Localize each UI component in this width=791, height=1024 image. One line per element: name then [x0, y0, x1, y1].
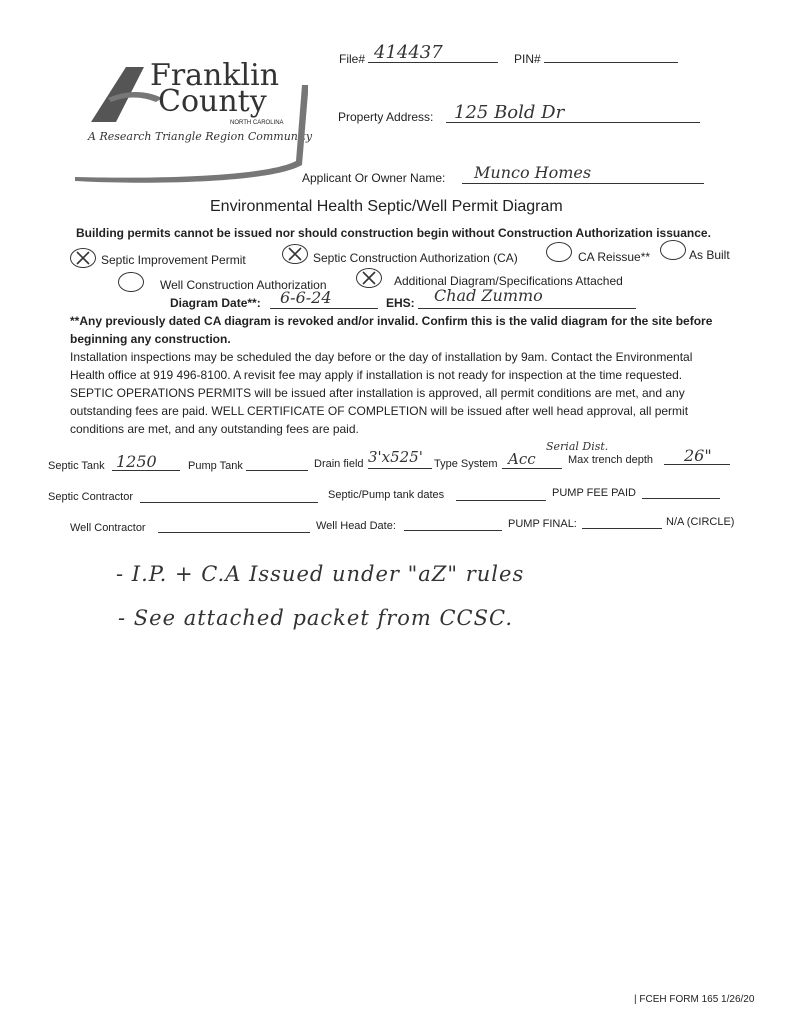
tank-dates-label: Septic/Pump tank dates [328, 489, 445, 501]
additional-diagram-checkbox[interactable] [356, 268, 382, 288]
septic-construction-checkbox[interactable] [282, 244, 308, 264]
pump-final-field[interactable] [582, 514, 662, 529]
x-mark-icon [288, 247, 302, 261]
septic-tank-value: 1250 [116, 452, 157, 471]
well-construction-checkbox[interactable] [118, 272, 144, 292]
property-address-field[interactable] [446, 102, 700, 123]
septic-improvement-checkbox[interactable] [70, 248, 96, 268]
septic-contractor-field[interactable] [140, 488, 318, 503]
ehs-label: EHS: [386, 296, 415, 310]
notice-line-3: SEPTIC OPERATIONS PERMITS will be issued after installation is approved, all permit conditions are met, and any [70, 386, 685, 400]
ca-reissue-label: CA Reissue** [578, 250, 651, 264]
x-mark-icon [76, 251, 90, 265]
type-system-label: Type System [434, 458, 498, 470]
serial-dist-note: Serial Dist. [546, 440, 609, 453]
septic-tank-field[interactable] [112, 452, 180, 471]
max-trench-label: Max trench depth [568, 454, 653, 466]
diagram-date-label: Diagram Date**: [170, 296, 261, 310]
ehs-signature-field[interactable] [418, 286, 636, 309]
notice-line-4: outstanding fees are paid. WELL CERTIFICATE OF COMPLETION will be issued after well head approval, all permit [70, 404, 689, 418]
property-address-label: Property Address: [338, 110, 434, 124]
notice-bold-1: **Any previously dated CA diagram is revoked and/or invalid. Confirm this is the valid diagram for the site before [70, 314, 713, 328]
ca-reissue-checkbox[interactable] [546, 242, 572, 262]
tank-dates-field[interactable] [456, 486, 546, 501]
applicant-field[interactable] [462, 163, 704, 184]
form-title: Environmental Health Septic/Well Permit Diagram [210, 198, 563, 215]
applicant-value: Munco Homes [474, 163, 592, 182]
x-mark-icon [362, 271, 376, 285]
notice-line-1: Installation inspections may be scheduled the day before or the day of installation by 9am. Contact the Environmental [70, 350, 693, 364]
septic-tank-label: Septic Tank [48, 460, 105, 472]
max-trench-field[interactable] [664, 446, 730, 465]
diagram-date-field[interactable] [270, 288, 378, 309]
file-number-value: 414437 [374, 42, 443, 63]
well-head-label: Well Head Date: [316, 520, 396, 532]
well-contractor-label: Well Contractor [70, 522, 146, 534]
pump-fee-label: PUMP FEE PAID [552, 487, 636, 499]
septic-contractor-label: Septic Contractor [48, 491, 133, 503]
well-head-field[interactable] [404, 516, 502, 531]
pin-field[interactable] [544, 48, 678, 63]
well-construction-label: Well Construction Authorization [160, 278, 327, 292]
septic-construction-label: Septic Construction Authorization (CA) [313, 251, 518, 265]
type-system-value: Acc [508, 450, 536, 468]
applicant-label: Applicant Or Owner Name: [302, 171, 446, 185]
diagram-date-value: 6-6-24 [280, 288, 332, 307]
drain-field-field[interactable] [368, 448, 432, 469]
well-contractor-field[interactable] [158, 518, 310, 533]
pump-fee-field[interactable] [642, 484, 720, 499]
max-trench-value: 26" [684, 446, 712, 465]
handwritten-note-1: - I.P. + C.A Issued under "aZ" rules [116, 562, 525, 586]
as-built-label: As Built [689, 248, 730, 262]
logo-swoosh [70, 85, 313, 195]
notice-bold-2: beginning any construction. [70, 332, 231, 346]
logo-state: NORTH CAROLINA [230, 120, 284, 126]
property-address-value: 125 Bold Dr [454, 102, 565, 123]
file-number-field[interactable] [368, 42, 498, 63]
notice-line-2: Health office at 919 496-8100. A revisit fee may apply if installation is not ready for inspection at the time requested. [70, 368, 683, 382]
ehs-signature-value: Chad Zummo [434, 286, 543, 305]
septic-improvement-label: Septic Improvement Permit [101, 253, 246, 267]
warning-text: Building permits cannot be issued nor should construction begin without Construction Authorization issuance. [76, 226, 711, 240]
handwritten-note-2: - See attached packet from CCSC. [118, 606, 513, 630]
form-footer: | FCEH FORM 165 1/26/20 [634, 994, 755, 1005]
additional-diagram-label: Additional Diagram/Specifications Attached [394, 274, 623, 288]
notice-line-5: conditions are met, and any outstanding fees are paid. [70, 422, 359, 436]
pin-label: PIN# [514, 52, 541, 66]
as-built-checkbox[interactable] [660, 240, 686, 260]
pump-tank-field[interactable] [246, 456, 308, 471]
drain-field-label: Drain field [314, 458, 364, 470]
pump-tank-label: Pump Tank [188, 460, 243, 472]
file-label: File# [339, 52, 366, 66]
logo-tagline: A Research Triangle Region Community [88, 130, 313, 143]
logo-county: County [158, 84, 267, 119]
pump-final-label: PUMP FINAL: [508, 518, 577, 530]
drain-field-value: 3'x525' [368, 448, 423, 466]
logo-franklin: Franklin [150, 58, 280, 93]
na-circle-label: N/A (CIRCLE) [666, 516, 735, 528]
